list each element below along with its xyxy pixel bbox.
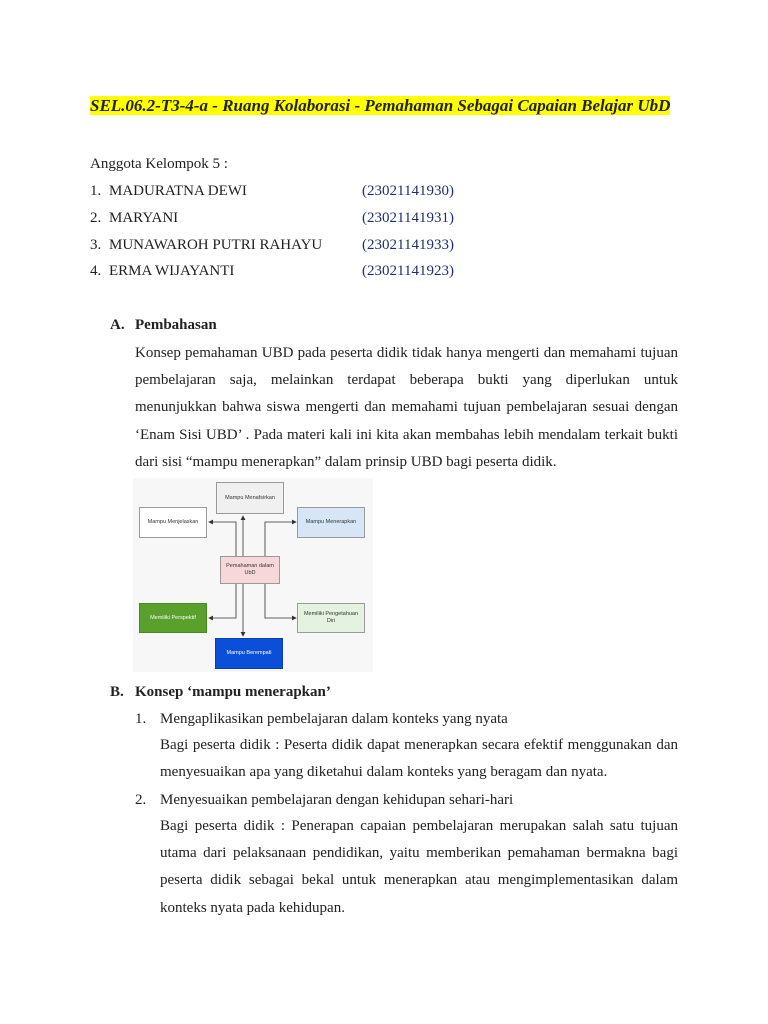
list-item: [135, 789, 695, 811]
item-body: Bagi peserta didik : Penerapan capaian pembelajaran merupakan salah satu tujuan utama dari pelaksanaan pendidikan, yaitu memberikan pemahaman bermakna bagi peserta didik sebagai bekal untuk menerapkan atau mengimplementasikan dalam konteks nyata pada kehidupan.: [160, 818, 678, 916]
member-nim: (23021141931): [362, 210, 454, 226]
member-number: 2.: [90, 210, 102, 226]
member-name: MARYANI: [109, 210, 179, 226]
arrow-to-left: [209, 522, 236, 556]
section-a-heading: [110, 314, 410, 336]
arrow-to-right: [265, 522, 296, 556]
document-title: [90, 90, 678, 121]
item-body: Bagi peserta didik : Peserta didik dapat menerapkan secara efektif menggunakan dan menyesuaikan apa yang diketahui dalam konteks yang beragam dan nyata.: [160, 737, 678, 781]
arrow-to-bottom-right: [265, 584, 296, 618]
item-number: 1.: [135, 711, 147, 727]
member-nim: (23021141923): [362, 263, 454, 279]
member-number: 4.: [90, 263, 102, 279]
member-number: 3.: [90, 237, 102, 253]
box-bottom: Mampu Berempati: [215, 638, 283, 669]
section-title: Pembahasan: [135, 317, 217, 333]
item-title: Menyesuaikan pembelajaran dengan kehidupan sehari-hari: [160, 792, 514, 808]
member-nim: (23021141930): [362, 183, 454, 199]
box-left: Mampu Menjelaskan: [139, 507, 207, 538]
item-number: 2.: [135, 792, 147, 808]
title-highlight: SEL.06.2-T3-4-a - Ruang Kolaborasi - Pemahaman Sebagai Capaian Belajar UbD: [90, 96, 671, 115]
member-row: [90, 234, 590, 256]
item-title: Mengaplikasikan pembelajaran dalam konteks yang nyata: [160, 711, 508, 727]
section-title: Konsep ‘mampu menerapkan’: [135, 684, 331, 700]
box-bottom-right: Memiliki Pengetahuan Diri: [297, 603, 365, 633]
box-bottom-left: Memiliki Perspektif: [139, 603, 207, 633]
list-item: [135, 708, 695, 730]
section-b-heading: [110, 681, 510, 703]
member-row: [90, 207, 590, 229]
member-row: [90, 180, 590, 202]
member-name: MUNAWAROH PUTRI RAHAYU: [109, 237, 323, 253]
box-top: Mampu Menafsirkan: [216, 482, 284, 514]
box-center: Pemahaman dalam UbD: [220, 556, 280, 584]
section-letter: B.: [110, 684, 124, 700]
box-right: Mampu Menerapkan: [297, 507, 365, 538]
section-a-paragraph: Konsep pemahaman UBD pada peserta didik tidak hanya mengerti dan memahami tujuan pembelajaran saja, melainkan terdapat beberapa bukti yang diperlukan untuk menunjukkan bahwa siswa mengerti dan memahami tujuan pembelajaran sesuai dengan ‘Enam Sisi UBD’ . Pada materi kali ini kita akan membahas lebih mendalam terkait bukti dari sisi “mampu menerapkan” dalam prinsip UBD bagi peserta didik.: [135, 345, 678, 470]
section-letter: A.: [110, 317, 125, 333]
member-name: ERMA WIJAYANTI: [109, 263, 235, 279]
ubd-diagram: [133, 478, 373, 672]
member-nim: (23021141933): [362, 237, 454, 253]
member-name: MADURATNA DEWI: [109, 183, 247, 199]
arrow-to-bottom-left: [209, 584, 236, 618]
member-number: 1.: [90, 183, 102, 199]
group-label: Anggota Kelompok 5 :: [90, 156, 228, 172]
member-row: [90, 260, 590, 282]
